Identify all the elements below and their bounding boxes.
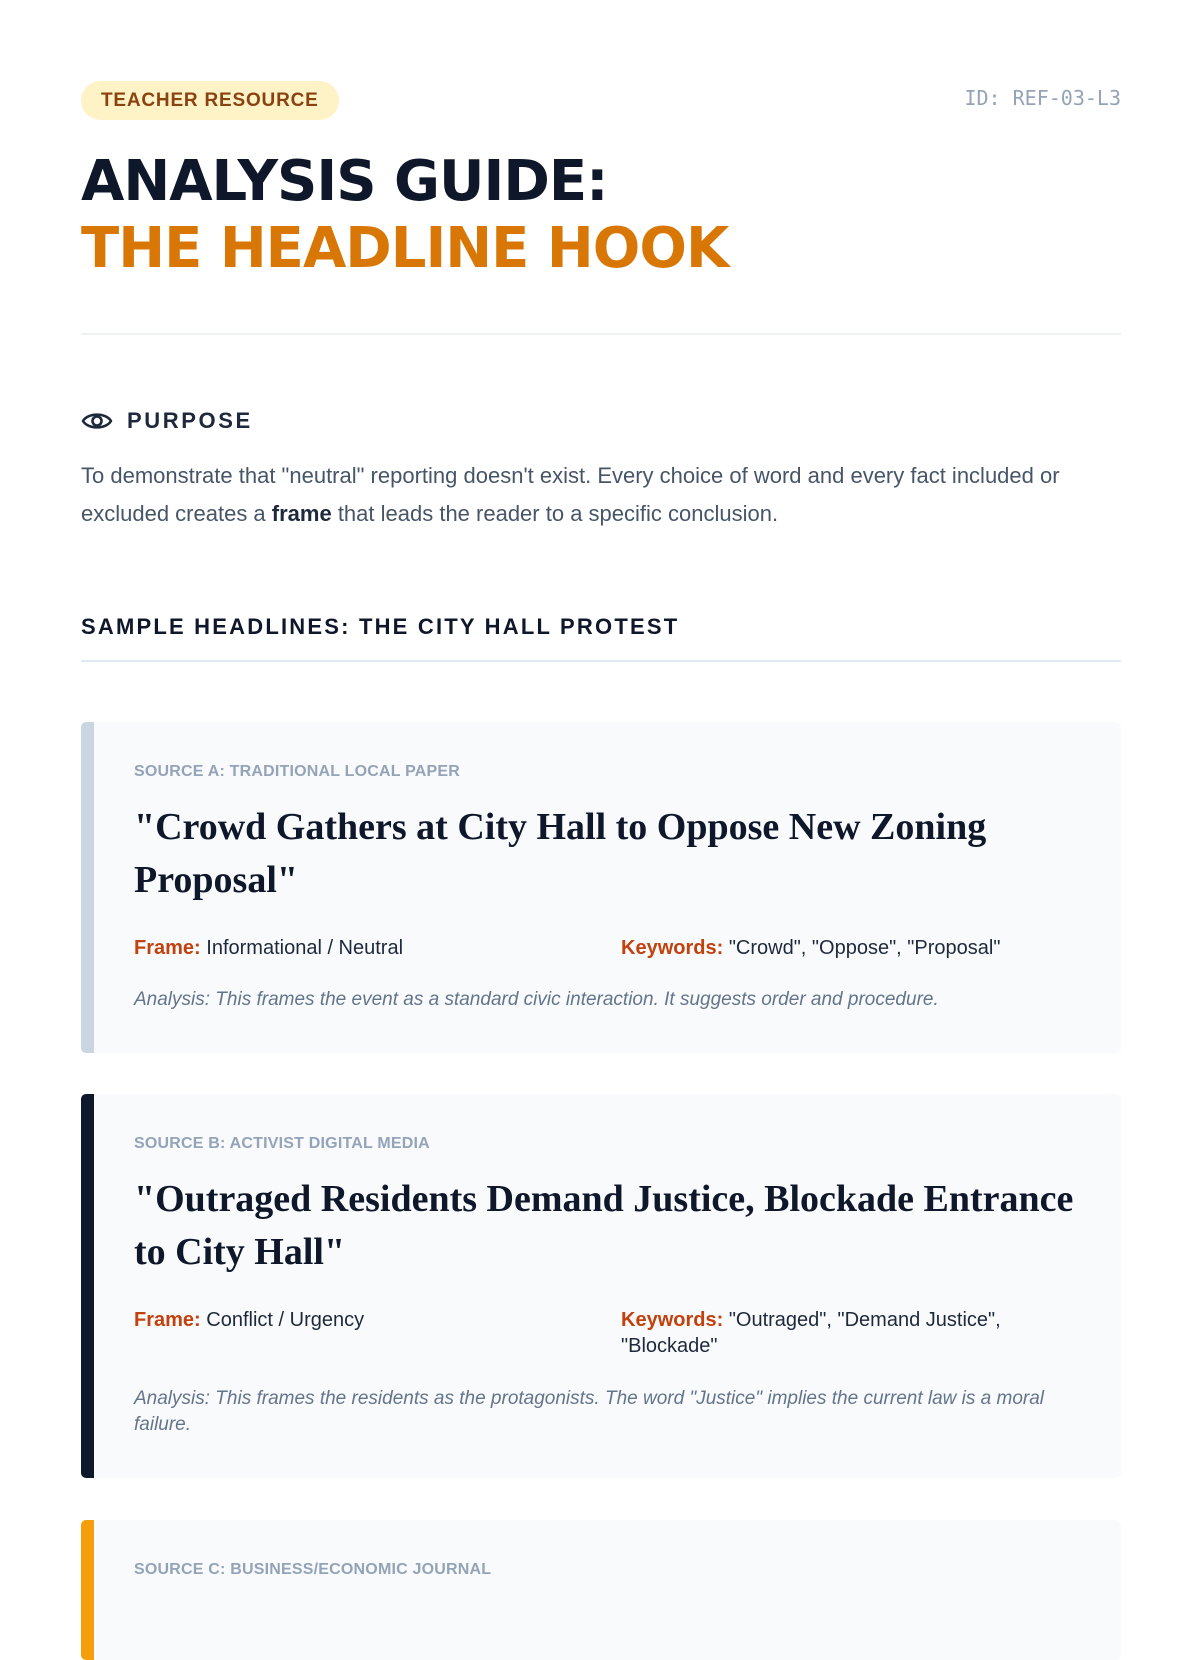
card-keywords <box>621 935 1051 961</box>
card-source-label: SOURCE A: TRADITIONAL LOCAL PAPER <box>134 763 461 780</box>
document-id: ID: REF-03-L3 <box>964 86 1121 110</box>
purpose-heading <box>81 406 253 436</box>
card-accent-bar <box>81 1094 94 1478</box>
card-frame <box>134 1307 364 1333</box>
frame-label: Frame: <box>134 937 201 959</box>
keywords-value: "Outraged", "Demand Justice", "Blockade" <box>621 1309 1001 1357</box>
card-source-label: SOURCE B: ACTIVIST DIGITAL MEDIA <box>134 1135 430 1152</box>
card-accent-bar <box>81 1520 94 1660</box>
frame-value: Informational / Neutral <box>206 937 404 959</box>
headline-card-source-a <box>81 722 1121 1053</box>
keywords-label: Keywords: <box>621 1309 724 1331</box>
card-analysis: Analysis: This frames the residents as the protagonists. The word "Justice" implies the current law is a moral failure. <box>134 1388 1045 1435</box>
card-headline: "Crowd Gathers at City Hall to Oppose New Zoning Proposal" <box>134 806 987 901</box>
teacher-resource-badge: TEACHER RESOURCE <box>81 81 339 120</box>
sample-headlines-heading: SAMPLE HEADLINES: THE CITY HALL PROTEST <box>81 614 680 639</box>
section-divider <box>81 660 1121 662</box>
frame-value: Conflict / Urgency <box>206 1309 365 1331</box>
keywords-label: Keywords: <box>621 937 724 959</box>
keywords-value: "Crowd", "Oppose", "Proposal" <box>728 937 1001 959</box>
title-line-1: ANALYSIS GUIDE: <box>81 149 608 214</box>
card-keywords <box>621 1307 1051 1359</box>
purpose-text-part-2: that leads the reader to a specific conclusion. <box>331 501 779 526</box>
page-title <box>81 148 728 282</box>
headline-card-source-b <box>81 1094 1121 1478</box>
header-divider <box>81 333 1121 335</box>
card-source-label: SOURCE C: BUSINESS/ECONOMIC JOURNAL <box>134 1561 492 1578</box>
title-line-2: THE HEADLINE HOOK <box>81 216 729 281</box>
purpose-text <box>81 457 1121 533</box>
frame-label: Frame: <box>134 1309 201 1331</box>
card-analysis: Analysis: This frames the event as a standard civic interaction. It suggests order and procedure. <box>134 989 939 1010</box>
card-headline: "Outraged Residents Demand Justice, Blockade Entrance to City Hall" <box>134 1178 1074 1273</box>
card-frame <box>134 935 403 961</box>
purpose-text-part-1: To demonstrate that "neutral" reporting doesn't exist. Every choice of word and every fact included or excluded creates a <box>81 463 1060 526</box>
purpose-label: PURPOSE <box>127 408 253 433</box>
headline-card-source-c <box>81 1520 1121 1660</box>
eye-icon <box>81 406 114 436</box>
purpose-text-emphasis: frame <box>271 501 332 526</box>
card-accent-bar <box>81 722 94 1053</box>
